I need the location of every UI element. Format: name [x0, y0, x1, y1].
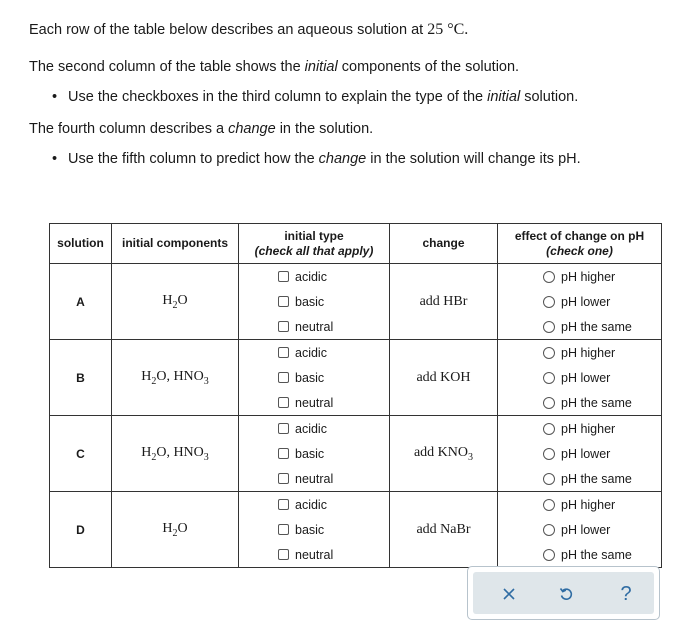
- solution-letter: C: [50, 416, 112, 492]
- checkbox[interactable]: [278, 448, 289, 459]
- intro-emphasis: initial: [304, 59, 338, 75]
- option-label: neutral: [295, 319, 334, 334]
- intro-text: Use the fifth column to predict how the: [68, 151, 315, 167]
- checkbox[interactable]: [278, 271, 289, 282]
- header-solution: solution: [50, 224, 112, 264]
- effect-options: [498, 416, 662, 492]
- initial-components: $H_2O$, $HNO_3$: [112, 340, 239, 416]
- help-icon: ?: [620, 582, 632, 605]
- option-label: pH the same: [561, 319, 632, 334]
- checkbox[interactable]: [278, 372, 289, 383]
- checkbox[interactable]: [278, 347, 289, 358]
- instruction-bullet-1: [68, 89, 578, 105]
- effect-option[interactable]: [498, 264, 661, 289]
- intro-text: Each row of the table below describes an aqueous solution at: [29, 22, 424, 38]
- radio-button[interactable]: [543, 296, 555, 308]
- close-button[interactable]: [494, 580, 524, 608]
- option-label: acidic: [295, 345, 327, 360]
- intro-text: Use the checkboxes in the third column to explain the type of the: [68, 89, 484, 105]
- solution-letter: A: [50, 264, 112, 340]
- table-row: [50, 340, 662, 416]
- bullet-icon: •: [52, 151, 58, 167]
- effect-option[interactable]: [498, 340, 661, 365]
- option-label: acidic: [295, 421, 327, 436]
- effect-option[interactable]: [498, 390, 661, 415]
- option-label: pH lower: [561, 294, 611, 309]
- radio-button[interactable]: [543, 321, 555, 333]
- type-option-neutral[interactable]: [239, 390, 389, 415]
- radio-button[interactable]: [543, 271, 555, 283]
- header-initial-type: [239, 224, 390, 264]
- solution-letter: B: [50, 340, 112, 416]
- option-label: pH higher: [561, 269, 616, 284]
- initial-components: $H_2O$: [112, 492, 239, 568]
- option-label: pH higher: [561, 345, 616, 360]
- change-description: add NaBr: [390, 492, 498, 568]
- effect-option[interactable]: [498, 416, 661, 441]
- header-effect: [498, 224, 662, 264]
- checkbox[interactable]: [278, 397, 289, 408]
- radio-button[interactable]: [543, 524, 555, 536]
- table-row: [50, 416, 662, 492]
- radio-button[interactable]: [543, 448, 555, 460]
- intro-text: The fourth column describes a: [29, 121, 225, 137]
- change-description: add KOH: [390, 340, 498, 416]
- effect-option[interactable]: [498, 314, 661, 339]
- option-label: pH the same: [561, 471, 632, 486]
- radio-button[interactable]: [543, 549, 555, 561]
- option-label: neutral: [295, 471, 334, 486]
- effect-option[interactable]: [498, 492, 661, 517]
- initial-components: $H_2O$, $HNO_3$: [112, 416, 239, 492]
- table-row: [50, 264, 662, 340]
- option-label: pH higher: [561, 497, 616, 512]
- initial-type-options: [239, 264, 390, 340]
- option-label: neutral: [295, 547, 334, 562]
- header-effect-hint: (check one): [546, 243, 613, 258]
- intro-emphasis: change: [318, 151, 367, 167]
- intro-text: components of the solution.: [341, 59, 520, 75]
- radio-button[interactable]: [543, 499, 555, 511]
- temperature: 25 °C.: [427, 21, 469, 38]
- checkbox[interactable]: [278, 473, 289, 484]
- effect-options: [498, 340, 662, 416]
- intro-line-1: [29, 21, 468, 39]
- option-label: basic: [295, 370, 325, 385]
- type-option-neutral[interactable]: [239, 542, 389, 567]
- radio-button[interactable]: [543, 397, 555, 409]
- initial-type-options: [239, 492, 390, 568]
- intro-text: solution.: [524, 89, 579, 105]
- type-option-basic[interactable]: [239, 289, 389, 314]
- header-initial-components: initial components: [112, 224, 239, 264]
- intro-text: in the solution.: [279, 121, 374, 137]
- initial-type-options: [239, 416, 390, 492]
- checkbox[interactable]: [278, 296, 289, 307]
- checkbox[interactable]: [278, 524, 289, 535]
- answer-toolbar-inner: [473, 572, 654, 614]
- effect-option[interactable]: [498, 466, 661, 491]
- undo-button[interactable]: [551, 580, 581, 608]
- option-label: pH lower: [561, 522, 611, 537]
- header-initial-type-label: initial type: [284, 228, 344, 243]
- type-option-neutral[interactable]: [239, 466, 389, 491]
- initial-components: $H_2O$: [112, 264, 239, 340]
- radio-button[interactable]: [543, 473, 555, 485]
- help-button[interactable]: [611, 580, 641, 608]
- checkbox[interactable]: [278, 321, 289, 332]
- intro-line-3: [29, 120, 373, 138]
- type-option-basic[interactable]: [239, 441, 389, 466]
- intro-emphasis: initial: [487, 89, 521, 105]
- option-label: pH lower: [561, 370, 611, 385]
- intro-text: in the solution will change its pH.: [370, 151, 581, 167]
- option-label: basic: [295, 446, 325, 461]
- type-option-basic[interactable]: [239, 517, 389, 542]
- initial-type-options: [239, 340, 390, 416]
- option-label: pH higher: [561, 421, 616, 436]
- checkbox[interactable]: [278, 499, 289, 510]
- checkbox[interactable]: [278, 549, 289, 560]
- effect-option[interactable]: [498, 517, 661, 542]
- type-option-basic[interactable]: [239, 365, 389, 390]
- change-description: add $KNO_3$: [390, 416, 498, 492]
- effect-option[interactable]: [498, 441, 661, 466]
- effect-option[interactable]: [498, 542, 661, 567]
- option-label: acidic: [295, 497, 327, 512]
- type-option-acidic[interactable]: [239, 264, 389, 289]
- intro-line-2: [29, 58, 519, 76]
- answer-toolbar: [467, 566, 660, 620]
- header-change: change: [390, 224, 498, 264]
- undo-icon: [558, 586, 574, 602]
- type-option-acidic[interactable]: [239, 492, 389, 517]
- radio-button[interactable]: [543, 347, 555, 359]
- option-label: pH the same: [561, 547, 632, 562]
- option-label: pH lower: [561, 446, 611, 461]
- checkbox[interactable]: [278, 423, 289, 434]
- effect-options: [498, 492, 662, 568]
- solutions-table: [49, 223, 662, 568]
- option-label: basic: [295, 522, 325, 537]
- instruction-bullet-2: [68, 151, 581, 167]
- radio-button[interactable]: [543, 423, 555, 435]
- type-option-neutral[interactable]: [239, 314, 389, 339]
- close-icon: [502, 587, 516, 601]
- option-label: pH the same: [561, 395, 632, 410]
- header-initial-type-hint: (check all that apply): [254, 243, 374, 258]
- option-label: acidic: [295, 269, 327, 284]
- solution-letter: D: [50, 492, 112, 568]
- change-description: add HBr: [390, 264, 498, 340]
- type-option-acidic[interactable]: [239, 416, 389, 441]
- option-label: basic: [295, 294, 325, 309]
- radio-button[interactable]: [543, 372, 555, 384]
- effect-options: [498, 264, 662, 340]
- intro-text: The second column of the table shows the: [29, 59, 301, 75]
- table-row: [50, 492, 662, 568]
- option-label: neutral: [295, 395, 334, 410]
- effect-option[interactable]: [498, 289, 661, 314]
- bullet-icon: •: [52, 89, 58, 105]
- effect-option[interactable]: [498, 365, 661, 390]
- type-option-acidic[interactable]: [239, 340, 389, 365]
- intro-emphasis: change: [228, 121, 276, 137]
- header-effect-label: effect of change on pH: [514, 228, 645, 243]
